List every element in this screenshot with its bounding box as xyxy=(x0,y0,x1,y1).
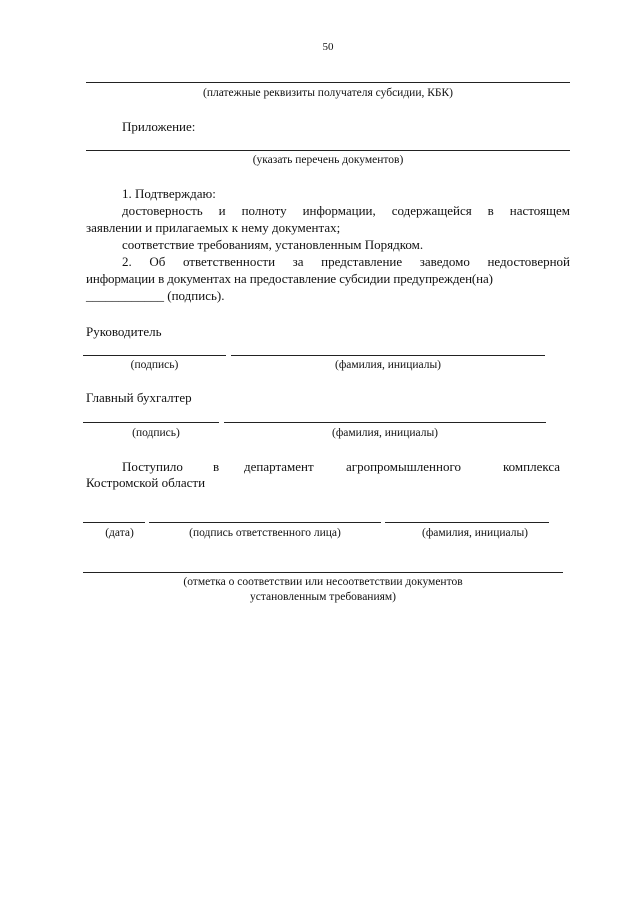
accountant-name-caption: (фамилия, инициалы) xyxy=(331,427,439,439)
page-number: 50 xyxy=(322,41,334,53)
attachment-caption: (указать перечень документов) xyxy=(252,154,404,166)
compliance-caption-line-2: установленным требованиям) xyxy=(249,591,397,603)
bank-details-line xyxy=(86,82,570,83)
attachment-label: Приложение: xyxy=(122,119,196,134)
received-word-5: комплекса xyxy=(503,459,561,474)
received-word-4: агропромышленного xyxy=(346,459,461,474)
confirmation-line-3: соответствие требованиям, установленным Порядком. xyxy=(122,237,424,252)
head-signature-line[interactable] xyxy=(83,355,226,356)
responsibility-line-2: информации в документах на предоставление субсидии предупрежден(на) xyxy=(86,271,493,286)
head-name-caption: (фамилия, инициалы) xyxy=(334,359,442,371)
responsible-name-caption: (фамилия, инициалы) xyxy=(421,527,529,539)
compliance-caption-line-1: (отметка о соответствии или несоответствии документов xyxy=(183,576,463,588)
accountant-title: Главный бухгалтер xyxy=(86,390,192,405)
date-caption: (дата) xyxy=(105,527,134,539)
received-word-3: департамент xyxy=(244,459,314,474)
accountant-signature-line[interactable] xyxy=(83,422,219,423)
confirmation-line-2: заявлении и прилагаемых к нему документах; xyxy=(86,220,341,235)
accountant-signature-caption: (подпись) xyxy=(132,427,180,439)
received-line-2: Костромской области xyxy=(86,475,206,490)
confirmation-line-1: достоверность и полноту информации, содержащейся в настоящем xyxy=(122,203,570,218)
responsible-signature-caption: (подпись ответственного лица) xyxy=(189,527,341,539)
accountant-name-line[interactable] xyxy=(224,422,546,423)
bank-details-caption: (платежные реквизиты получателя субсидии, КБК) xyxy=(202,87,454,99)
received-word-2: в xyxy=(213,459,220,474)
head-name-line[interactable] xyxy=(231,355,545,356)
compliance-line[interactable] xyxy=(83,572,563,573)
received-word-1: Поступило xyxy=(122,459,183,474)
responsible-name-line[interactable] xyxy=(385,522,549,523)
responsible-signature-line[interactable] xyxy=(149,522,381,523)
responsibility-line-3: ____________ (подпись). xyxy=(86,288,225,303)
responsibility-line-1: 2. Об ответственности за представление заведомо недостоверной xyxy=(122,254,570,269)
head-signature-caption: (подпись) xyxy=(130,359,179,371)
attachment-line xyxy=(86,150,570,151)
confirmation-title: 1. Подтверждаю: xyxy=(122,186,216,201)
date-line[interactable] xyxy=(83,522,145,523)
head-title: Руководитель xyxy=(86,324,162,339)
